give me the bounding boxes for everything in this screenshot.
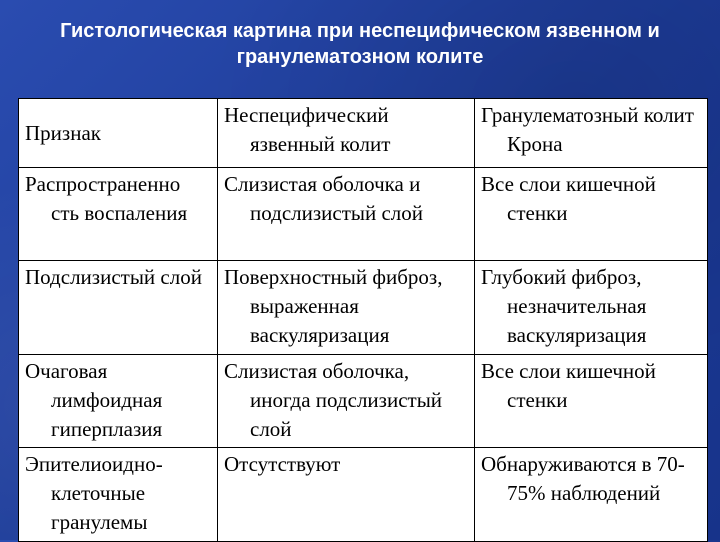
slide-title [0,18,720,70]
row-feature-cell [19,354,218,448]
row-ulcerative-colitis-text: Слизистая оболочка и подслизистый слой [224,171,424,225]
table-row [19,167,708,261]
header-crohn-colitis-text: Гранулематозный колит Крона [481,103,694,156]
header-cell-ulcerative-colitis [218,99,475,168]
header-cell-feature [19,99,218,168]
row-feature-text: Распространенно сть воспаления [25,171,188,225]
row-crohn-colitis-text: Все слои кишечной стенки [481,358,656,412]
row-crohn-colitis-cell [475,354,708,448]
table-row [19,261,708,355]
row-feature-text: Эпителиоидно-клеточные гранулемы [25,452,163,535]
row-ulcerative-colitis-cell [218,261,475,355]
row-crohn-colitis-text: Обнаруживаются в 70-75% наблюдений [481,452,685,506]
slide-title-line-2: гранулематозном колите [236,46,484,68]
row-feature-text: Подслизистый слой [25,265,202,290]
row-ulcerative-colitis-cell [218,167,475,261]
table-row [19,448,708,542]
row-crohn-colitis-cell [475,261,708,355]
row-ulcerative-colitis-cell [218,448,475,542]
row-crohn-colitis-text: Все слои кишечной стенки [481,171,656,225]
row-crohn-colitis-text: Глубокий фиброз, незначительная васкуляризация [481,265,647,348]
row-ulcerative-colitis-text: Поверхностный фиброз, выраженная васкуляризация [224,265,443,348]
row-feature-cell [19,167,218,261]
row-ulcerative-colitis-cell [218,354,475,448]
header-feature-text: Признак [25,121,101,146]
row-crohn-colitis-cell [475,167,708,261]
row-ulcerative-colitis-text: Слизистая оболочка, иногда подслизистый слой [224,358,443,441]
comparison-table [18,98,708,542]
slide-title-line-1: Гистологическая картина при неспецифическом язвенном и [60,20,660,42]
header-ulcerative-colitis-text: Неспецифический язвенный колит [224,103,391,156]
table-header-row [19,99,708,168]
row-feature-text: Очаговая лимфоидная гиперплазия [25,358,163,441]
table-row [19,354,708,448]
row-feature-cell [19,448,218,542]
row-crohn-colitis-cell [475,448,708,542]
row-feature-cell [19,261,218,355]
header-cell-crohn-colitis [475,99,708,168]
row-ulcerative-colitis-text: Отсутствуют [224,452,341,477]
